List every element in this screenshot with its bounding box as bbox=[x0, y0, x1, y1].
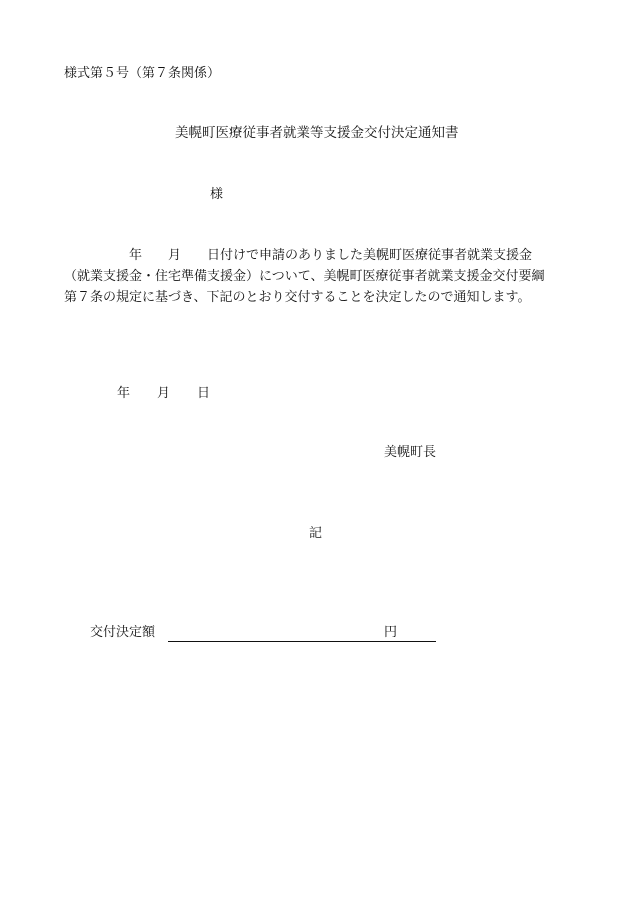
form-number: 様式第５号（第７条関係） bbox=[64, 66, 221, 81]
amount-underline bbox=[168, 641, 436, 642]
body-line: 第７条の規定に基づき、下記のとおり交付することを決定したので通知します。 bbox=[64, 290, 531, 305]
date-month-label: 月 bbox=[157, 386, 171, 401]
body-line: 年 月 日付けで申請のありました美幌町医療従事者就業支援金 bbox=[64, 248, 533, 263]
document-title: 美幌町医療従事者就業等支援金交付決定通知書 bbox=[175, 125, 459, 141]
notice-body bbox=[64, 245, 578, 308]
date-year-label: 年 bbox=[117, 386, 131, 401]
date-day-label: 日 bbox=[197, 386, 211, 401]
signer-title: 美幌町長 bbox=[384, 445, 437, 460]
recipient-salutation: 様 bbox=[210, 187, 224, 202]
body-line: （就業支援金・住宅準備支援金）について、美幌町医療従事者就業支援金交付要綱 bbox=[64, 269, 545, 284]
amount-label: 交付決定額 bbox=[90, 625, 156, 640]
amount-unit: 円 bbox=[384, 625, 398, 640]
ki-heading: 記 bbox=[309, 526, 323, 541]
